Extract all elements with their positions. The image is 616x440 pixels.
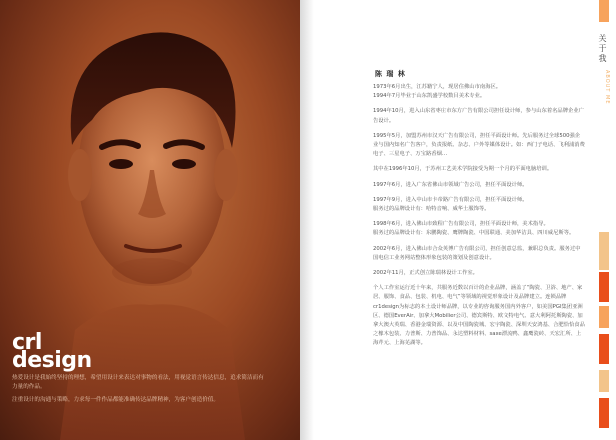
bio-paragraph: 1998年6月，进入佛山市致程广告有限公司，担任平面设计师，美术指导。 服务过的品牌设计有：东鹏陶瓷、鹰牌陶瓷、中国联通、美加华洁具、四川威尼斯等。 [373,221,575,237]
bio-paragraph: 1994年10月，进入山东省枣庄市东方广告有限公司担任设计师，参与山东着名品牌企业广告设计。 [373,108,584,124]
bio-paragraph: 个人工作室运行近十年来，共服务近数以百计的企业品牌，涵盖了“陶瓷、卫浴、地产、家居、服饰、食品、包装、机电、电气”等领域的视觉形象设计及品牌建立。连锁品牌cr1design为标志的本土设计师品牌，以专业的咨询服务国内外客户，如美国PGI集团亚洲区、德国EverAir、加拿大Mobilier公司、德宾斯特、欧文特电气、意大利阿托斯陶瓷、加拿大澳大英瑞、香港金瑞资源、以及中国陶瓷城、宏宇陶瓷、深圳天安鸿基、合肥恰恰食品之橡木包装、力普斯、力普饰品、永达塑料材料、saxe漂流鸭、鑫鹰瓷砖、天宏汇所、上海芹元、上海芜湖等。 [373,285,585,347]
strip-block [599,334,609,364]
right-page [300,0,616,440]
bio-paragraph: 其中在1996年10月，于苏州工艺美术学院接受为期一个月的平面电脑培训。 [373,166,553,173]
bio-paragraph: 1973年6月出生，江苏籍宁人，现居住佛山市南海区。 1994年7月毕业于山东凯盛学校数目美术专业。 [373,84,502,100]
section-title-en: ABOUT ME [604,70,610,105]
bio-text [373,83,585,355]
section-title: 关于我 [598,34,607,64]
strip-block [599,306,609,328]
logo-line-1: crl [12,330,42,355]
bio-paragraph: 1997年9月，进入中山市卡帝路广告有限公司，担任平面设计师。 服务过的品牌设计有：哈特音响、威华士服饰等。 [373,196,528,213]
crl-design-logo [12,330,292,373]
strip-block [599,272,609,302]
strip-block [599,398,609,428]
strip-block [599,0,609,22]
bio-paragraph: 2002年11月，正式创立陈瑞林设计工作室。 [373,270,478,277]
strip-block [599,370,609,392]
logo-line-2: design [12,348,92,373]
bio-paragraph: 1995年5月，加盟苏州市汉天广告有限公司，担任平面设计师。先后服务过全球500强企业与国内知名广告客户，负责报纸、杂志、户外等媒体设计。如：西门子电话、飞利浦消费电子、三星电子、万宝路香烟… [373,132,585,158]
left-paragraph-1: 热爱设计是我始终坚持的理想，希望用设计来表达对事物的看法，用视觉语言传达信息，追求简洁而有力量的作品。 [12,375,264,390]
left-paragraph-2: 注重设计的沟通与策略，力求每一件作品都能准确传达品牌精神，为客户创造价值。 [12,397,219,403]
bio-paragraph: 1997年6月，进入广东省佛山市领域广告公司，担任平面设计师。 [373,181,528,188]
strip-block [599,232,609,270]
left-caption [12,330,292,405]
side-color-strip [590,0,616,440]
bio-paragraph: 2002年6月，进入佛山市合众英博广告有限公司，担任创意总监，兼职总负责。服务过中国电信工业务网站整体形象包装的策划及创意设计。 [373,245,581,261]
left-page [0,0,300,440]
person-name: 陈 瑞 林 [375,70,406,78]
